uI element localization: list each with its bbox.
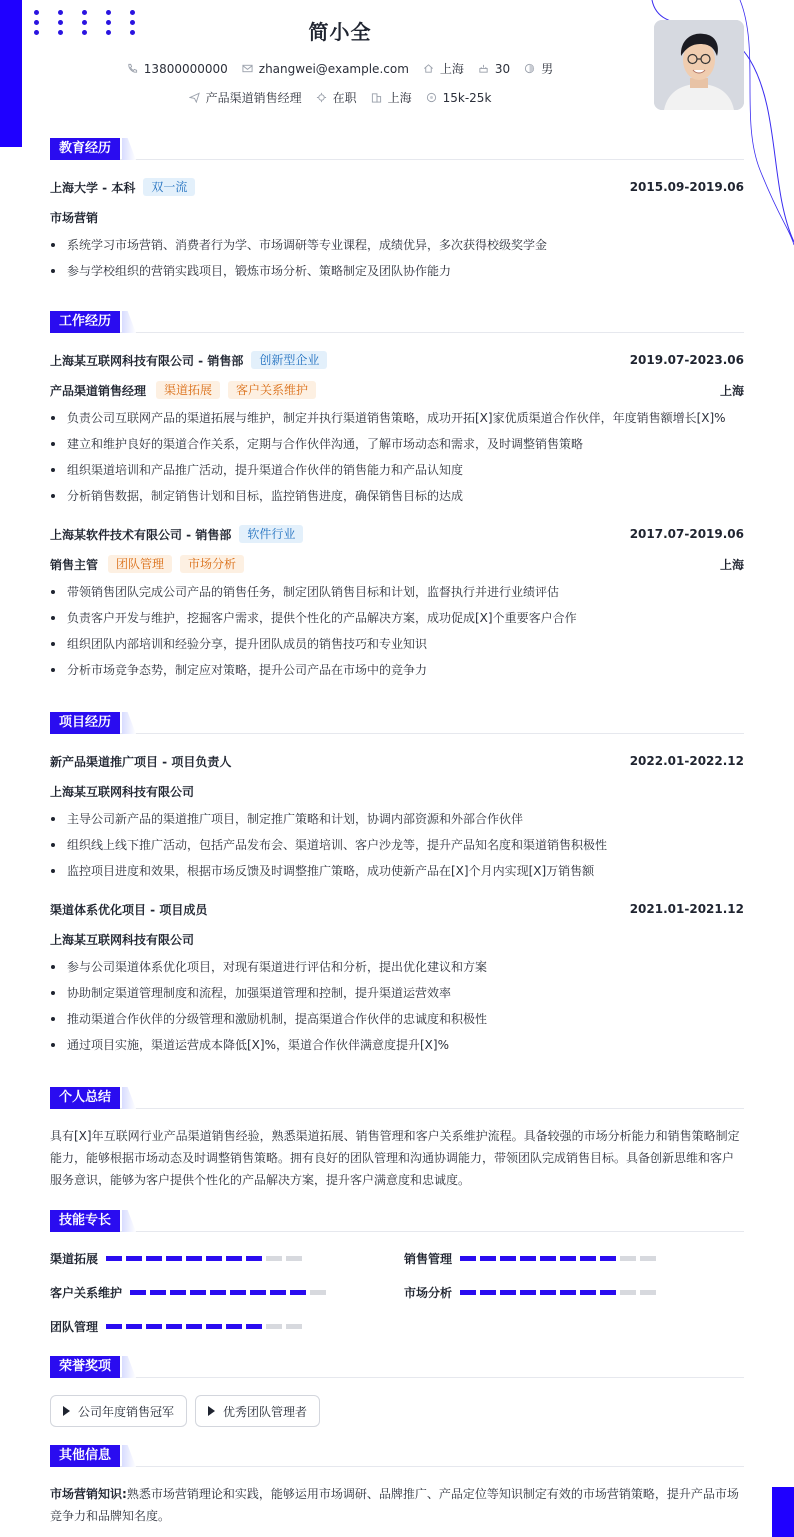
education-section (50, 138, 744, 284)
skill-segment (170, 1290, 186, 1295)
skills-section (50, 1210, 744, 1350)
coin-icon (426, 92, 437, 103)
skill-segment (186, 1324, 202, 1329)
school-tag: 双一流 (143, 178, 195, 196)
title-tail-decoration (122, 1087, 136, 1109)
home-icon (423, 63, 434, 74)
project-header-row (50, 894, 744, 924)
other-info-text (50, 1483, 744, 1527)
work-period: 2019.07-2023.06 (629, 353, 744, 367)
decor-dot (34, 20, 39, 25)
major-row (50, 202, 744, 232)
skill-segment (130, 1290, 146, 1295)
section-title: 个人总结 (50, 1087, 120, 1109)
decor-dot (82, 10, 87, 15)
phone-text: 13800000000 (143, 61, 228, 76)
skill-name: 市场分析 (404, 1285, 453, 1300)
skill-segment (560, 1256, 576, 1261)
skill-item (50, 1282, 330, 1302)
skill-segment (106, 1324, 122, 1329)
location-text: 上海 (439, 62, 464, 76)
company-group (50, 525, 303, 543)
skill-segment (640, 1290, 656, 1295)
work-section (50, 311, 744, 683)
position-info (189, 89, 302, 106)
skill-segment (600, 1290, 616, 1295)
skill-segment (480, 1256, 496, 1261)
decor-dot (106, 10, 111, 15)
skill-segment (266, 1324, 282, 1329)
title-tail-decoration (122, 712, 136, 734)
section-title: 工作经历 (50, 311, 120, 333)
city-info (371, 89, 412, 106)
list-item: 组织团队内部培训和经验分享，提升团队成员的销售技巧和专业知识 (50, 631, 744, 657)
skill-segment (560, 1290, 576, 1295)
skill-level-bar (106, 1324, 306, 1329)
other-info-body: 熟悉市场营销理论和实践，能够运用市场调研、品牌推广、产品定位等知识制定有效的市场营销策略，提升产品市场竞争力和品牌知名度。 (50, 1487, 739, 1523)
title-tail-decoration (122, 1210, 136, 1232)
company-tag: 软件行业 (239, 525, 303, 543)
decor-dot (34, 10, 39, 15)
skill-segment (246, 1324, 262, 1329)
skill-segment (540, 1256, 556, 1261)
email-text: zhangwei@example.com (258, 61, 409, 76)
title-tail-decoration (122, 1356, 136, 1378)
send-icon (189, 92, 200, 103)
project-company-row (50, 776, 744, 806)
gender-text: 男 (541, 62, 554, 76)
mail-icon (242, 63, 253, 74)
list-item: 主导公司新产品的渠道推广项目，制定推广策略和计划，协调内部资源和外部合作伙伴 (50, 806, 744, 832)
skill-segment (206, 1324, 222, 1329)
right-accent-bar (772, 1487, 794, 1537)
project-bullets (50, 954, 744, 1058)
list-item: 组织渠道培训和产品推广活动，提升渠道合作伙伴的销售能力和产品认知度 (50, 457, 744, 483)
skill-segment (460, 1290, 476, 1295)
project-header-row (50, 746, 744, 776)
role-title: 销售主管 (50, 557, 99, 572)
phone-info (127, 62, 228, 76)
city-text: 上海 (387, 91, 412, 105)
list-item: 参与学校组织的营销实践项目，锻炼市场分析、策略制定及团队协作能力 (50, 258, 744, 284)
status-icon (316, 92, 327, 103)
summary-section (50, 1087, 744, 1191)
status-text: 在职 (332, 91, 357, 105)
skill-segment (166, 1256, 182, 1261)
major: 市场营销 (50, 210, 99, 225)
role-row (50, 375, 744, 405)
section-title: 教育经历 (50, 138, 120, 160)
skill-name: 销售管理 (404, 1251, 453, 1266)
skill-segment (640, 1256, 656, 1261)
skill-segment (126, 1324, 142, 1329)
skill-segment (500, 1290, 516, 1295)
project-bullets (50, 806, 744, 884)
skill-segment (600, 1256, 616, 1261)
list-item: 监控项目进度和效果，根据市场反馈及时调整推广策略，成功使新产品在[X]个月内实现[X]万销售额 (50, 858, 744, 884)
project-period: 2022.01-2022.12 (629, 754, 744, 768)
skill-item (50, 1248, 306, 1268)
skill-level-bar (106, 1256, 306, 1261)
skill-segment (520, 1290, 536, 1295)
skill-segment (230, 1290, 246, 1295)
skill-segment (480, 1290, 496, 1295)
skill-segment (146, 1256, 162, 1261)
contact-row (100, 60, 580, 77)
role-title: 产品渠道销售经理 (50, 383, 147, 398)
work-city: 上海 (719, 383, 744, 398)
project-period: 2021.01-2021.12 (629, 902, 744, 916)
avatar-photo (654, 20, 744, 110)
list-item: 协助制定渠道管理制度和流程，加强渠道管理和控制，提升渠道运营效率 (50, 980, 744, 1006)
awards-list (50, 1395, 744, 1427)
summary-title-bar (50, 1087, 744, 1109)
work-header-row (50, 519, 744, 549)
education-period: 2015.09-2019.06 (629, 180, 744, 194)
candidate-name: 简小全 (308, 20, 372, 44)
projects-title-bar (50, 712, 744, 734)
list-item: 带领销售团队完成公司产品的销售任务，制定团队销售目标和计划，监督执行并进行业绩评估 (50, 579, 744, 605)
skill-segment (620, 1290, 636, 1295)
skill-segment (250, 1290, 266, 1295)
skill-level-bar (460, 1290, 660, 1295)
award-badge (50, 1395, 187, 1427)
other-title-bar (50, 1445, 744, 1467)
list-item: 建立和维护良好的渠道合作关系，定期与合作伙伴沟通，了解市场动态和需求，及时调整销售策略 (50, 431, 744, 457)
skill-segment (226, 1324, 242, 1329)
email-info (242, 62, 409, 76)
skill-segment (460, 1256, 476, 1261)
project-company: 上海某互联网科技有限公司 (50, 784, 195, 799)
skills-title-bar (50, 1210, 744, 1232)
skill-segment (500, 1256, 516, 1261)
location-info (423, 60, 464, 77)
section-title: 技能专长 (50, 1210, 120, 1232)
project-company: 上海某互联网科技有限公司 (50, 932, 195, 947)
work-period: 2017.07-2019.06 (629, 527, 744, 541)
work-title-bar (50, 311, 744, 333)
skill-segment (126, 1256, 142, 1261)
award-badge (195, 1395, 320, 1427)
status-info (316, 89, 357, 106)
list-item: 分析市场竞争态势，制定应对策略，提升公司产品在市场中的竞争力 (50, 657, 744, 683)
age-text: 30 (494, 61, 511, 76)
section-title: 项目经历 (50, 712, 120, 734)
award-label: 公司年度销售冠军 (78, 1404, 175, 1419)
project-name-role: 渠道体系优化项目 - 项目成员 (50, 902, 208, 917)
skill-segment (106, 1256, 122, 1261)
skill-segment (166, 1324, 182, 1329)
age-info (478, 62, 510, 76)
decor-dot (130, 10, 135, 15)
resume-header (100, 18, 580, 106)
gender-info (524, 60, 553, 77)
play-icon (63, 1406, 70, 1416)
skill-name: 团队管理 (50, 1319, 99, 1334)
salary-text: 15k-25k (442, 90, 492, 105)
decor-dot (82, 20, 87, 25)
skill-segment (186, 1256, 202, 1261)
work-bullets (50, 579, 744, 683)
role-row (50, 549, 744, 579)
left-accent-bar (0, 0, 22, 147)
education-header-row (50, 172, 744, 202)
title-tail-decoration (122, 1445, 136, 1467)
skill-segment (286, 1324, 302, 1329)
role-group (50, 381, 316, 399)
skill-item (50, 1316, 306, 1336)
position-text: 产品渠道销售经理 (205, 91, 302, 105)
skill-segment (620, 1256, 636, 1261)
decor-dot (58, 10, 63, 15)
decor-dot (82, 30, 87, 35)
skill-segment (310, 1290, 326, 1295)
skill-name: 客户关系维护 (50, 1285, 123, 1300)
list-item: 通过项目实施，渠道运营成本降低[X]%，渠道合作伙伴满意度提升[X]% (50, 1032, 744, 1058)
company-group (50, 351, 327, 369)
other-info-label: 市场营销知识: (50, 1487, 127, 1501)
section-title: 其他信息 (50, 1445, 120, 1467)
role-group (50, 555, 244, 573)
list-item: 负责客户开发与维护，挖掘客户需求，提供个性化的产品解决方案，成功促成[X]个重要客户合作 (50, 605, 744, 631)
skill-segment (520, 1256, 536, 1261)
title-tail-decoration (122, 311, 136, 333)
skill-segment (286, 1256, 302, 1261)
awards-title-bar (50, 1356, 744, 1378)
project-company-row (50, 924, 744, 954)
work-header-row (50, 345, 744, 375)
job-intent-row (100, 89, 580, 106)
role-tag: 客户关系维护 (228, 381, 316, 399)
award-label: 优秀团队管理者 (223, 1404, 308, 1419)
skill-segment (580, 1290, 596, 1295)
company-name: 上海某互联网科技有限公司 - 销售部 (50, 353, 244, 368)
skill-segment (270, 1290, 286, 1295)
skill-segment (290, 1290, 306, 1295)
skill-segment (150, 1290, 166, 1295)
gender-icon (524, 63, 535, 74)
skill-level-bar (130, 1290, 330, 1295)
skill-level-bar (460, 1256, 660, 1261)
school-degree: 上海大学 - 本科 (50, 180, 136, 195)
skill-segment (226, 1256, 242, 1261)
company-tag: 创新型企业 (251, 351, 327, 369)
skill-segment (206, 1256, 222, 1261)
salary-info (426, 91, 492, 105)
role-tag: 团队管理 (108, 555, 172, 573)
play-icon (208, 1406, 215, 1416)
list-item: 推动渠道合作伙伴的分级管理和激励机制，提高渠道合作伙伴的忠诚度和积极性 (50, 1006, 744, 1032)
building-icon (371, 92, 382, 103)
list-item: 组织线上线下推广活动，包括产品发布会、渠道培训、客户沙龙等，提升产品知名度和渠道销售积极性 (50, 832, 744, 858)
decor-dot (58, 30, 63, 35)
skill-segment (246, 1256, 262, 1261)
other-section (50, 1445, 744, 1527)
list-item: 负责公司互联网产品的渠道拓展与维护，制定并执行渠道销售策略，成功开拓[X]家优质渠道合作伙伴，年度销售额增长[X]% (50, 405, 744, 431)
skill-segment (146, 1324, 162, 1329)
title-tail-decoration (122, 138, 136, 160)
section-title: 荣誉奖项 (50, 1356, 120, 1378)
skill-name: 渠道拓展 (50, 1251, 99, 1266)
skill-segment (190, 1290, 206, 1295)
decor-dot (34, 30, 39, 35)
summary-text: 具有[X]年互联网行业产品渠道销售经验，熟悉渠道拓展、销售管理和客户关系维护流程。具备较强的市场分析能力和销售策略制定能力，能够根据市场动态及时调整销售策略。拥有良好的团队管理和沟通协调能力，带领团队完成销售目标。具备创新思维和客户服务意识，能够为客户提供个性化的产品解决方案，提升客户满意度和忠诚度。 (50, 1129, 740, 1187)
education-bullets (50, 232, 744, 284)
avatar-portrait (654, 20, 744, 110)
school-degree-group (50, 178, 195, 196)
phone-icon (127, 63, 138, 74)
role-tag: 渠道拓展 (156, 381, 220, 399)
awards-section (50, 1356, 744, 1427)
skill-item (404, 1248, 660, 1268)
work-bullets (50, 405, 744, 509)
role-tag: 市场分析 (180, 555, 244, 573)
skill-segment (580, 1256, 596, 1261)
project-name-role: 新产品渠道推广项目 - 项目负责人 (50, 754, 232, 769)
list-item: 分析销售数据，制定销售计划和目标，监控销售进度，确保销售目标的达成 (50, 483, 744, 509)
education-title-bar (50, 138, 744, 160)
company-name: 上海某软件技术有限公司 - 销售部 (50, 527, 232, 542)
list-item: 参与公司渠道体系优化项目，对现有渠道进行评估和分析，提出优化建议和方案 (50, 954, 744, 980)
decor-dot (58, 20, 63, 25)
skill-item (404, 1282, 660, 1302)
skill-segment (210, 1290, 226, 1295)
skill-segment (266, 1256, 282, 1261)
skill-segment (540, 1290, 556, 1295)
skills-grid (50, 1248, 744, 1350)
list-item: 系统学习市场营销、消费者行为学、市场调研等专业课程，成绩优异，多次获得校级奖学金 (50, 232, 744, 258)
cake-icon (478, 63, 489, 74)
work-city: 上海 (719, 557, 744, 572)
projects-section (50, 712, 744, 1058)
